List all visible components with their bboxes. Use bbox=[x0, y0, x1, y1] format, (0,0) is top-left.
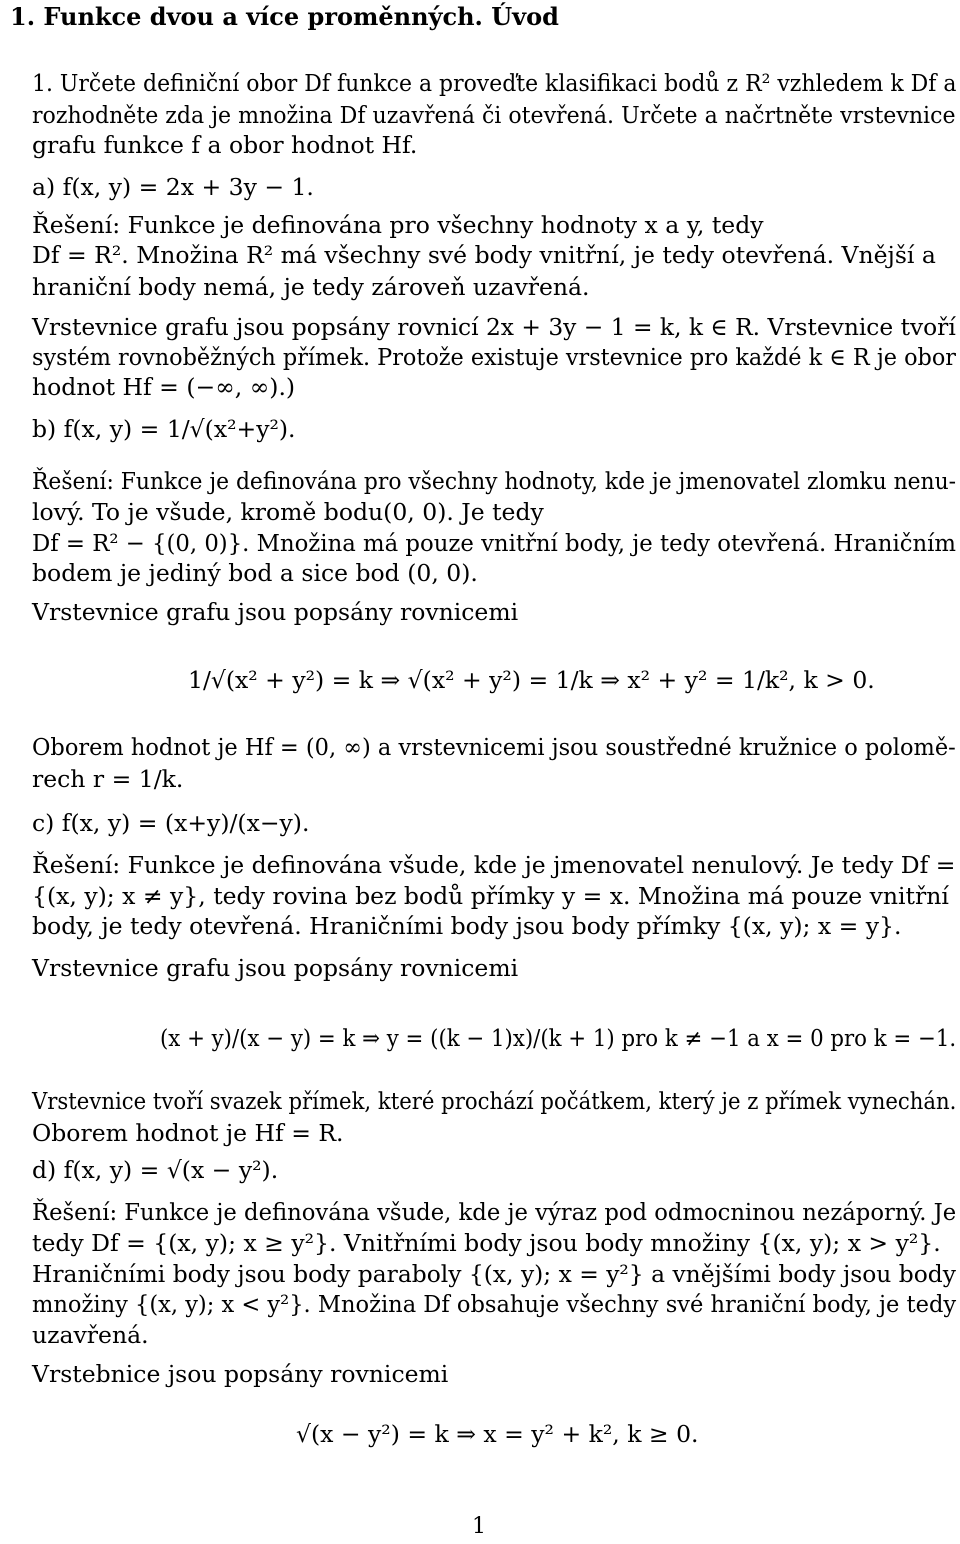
text-line: Df = R² − {(0, 0)}. Množina má pouze vnitřní body, je tedy otevřená. Hraničním bbox=[32, 529, 956, 557]
text-line: množiny {(x, y); x < y²}. Množina Df obsahuje všechny své hraniční body, je tedy bbox=[32, 1290, 957, 1318]
text-line: Řešení: Funkce je definována pro všechny hodnoty, kde je jmenovatel zlomku nenu- bbox=[32, 467, 957, 495]
equation-d: √(x − y²) = k ⇒ x = y² + k², k ≥ 0. bbox=[296, 1420, 699, 1448]
text-line: c) f(x, y) = (x+y)/(x−y). bbox=[32, 809, 310, 837]
text-line: lový. To je všude, kromě bodu(0, 0). Je tedy bbox=[32, 498, 544, 526]
text-line: bodem je jediný bod a sice bod (0, 0). bbox=[32, 559, 478, 587]
text-line: hraniční body nemá, je tedy zároveň uzavřená. bbox=[32, 273, 590, 301]
text-line: rozhodněte zda je množina Df uzavřená či otevřená. Určete a načrtněte vrstevnice bbox=[32, 101, 956, 129]
text-line: grafu funkce f a obor hodnot Hf. bbox=[32, 131, 418, 159]
text-line: 1. Určete definiční obor Df funkce a proveďte klasifikaci bodů z R² vzhledem k Df a bbox=[32, 69, 957, 97]
text-line: Vrstevnice grafu jsou popsány rovnicemi bbox=[32, 598, 519, 626]
text-line: Řešení: Funkce je definována pro všechny hodnoty x a y, tedy bbox=[32, 211, 764, 239]
text-line: Řešení: Funkce je definována všude, kde je výraz pod odmocninou nezáporný. Je bbox=[32, 1198, 957, 1226]
text-line: Vrstevnice grafu jsou popsány rovnicemi bbox=[32, 954, 519, 982]
equation-c: (x + y)/(x − y) = k ⇒ y = ((k − 1)x)/(k + 1) pro k ≠ −1 a x = 0 pro k = −1. bbox=[160, 1024, 957, 1052]
text-line: Vrstebnice jsou popsány rovnicemi bbox=[32, 1360, 449, 1388]
text-line: Vrstevnice grafu jsou popsány rovnicí 2x + 3y − 1 = k, k ∈ R. Vrstevnice tvoří bbox=[32, 313, 956, 341]
text-line: tedy Df = {(x, y); x ≥ y²}. Vnitřními body jsou body množiny {(x, y); x > y²}. bbox=[32, 1229, 941, 1257]
text-line: hodnot Hf = (−∞, ∞).) bbox=[32, 373, 296, 401]
section-title: 1. Funkce dvou a více proměnných. Úvod bbox=[10, 2, 559, 31]
text-line: rech r = 1/k. bbox=[32, 765, 184, 793]
text-line: Vrstevnice tvoří svazek přímek, které prochází počátkem, který je z přímek vynechán. bbox=[32, 1087, 957, 1115]
page-number: 1 bbox=[472, 1514, 486, 1539]
text-line: Řešení: Funkce je definována všude, kde je jmenovatel nenulový. Je tedy Df = bbox=[32, 851, 956, 879]
text-line: systém rovnoběžných přímek. Protože existuje vrstevnice pro každé k ∈ R je obor bbox=[32, 343, 956, 371]
text-line: a) f(x, y) = 2x + 3y − 1. bbox=[32, 173, 314, 201]
equation-b: 1/√(x² + y²) = k ⇒ √(x² + y²) = 1/k ⇒ x² + y² = 1/k², k > 0. bbox=[188, 666, 875, 694]
text-line: uzavřená. bbox=[32, 1321, 149, 1349]
text-line: Oborem hodnot je Hf = (0, ∞) a vrstevnicemi jsou soustředné kružnice o polomě- bbox=[32, 733, 956, 761]
text-line: body, je tedy otevřená. Hraničními body jsou body přímky {(x, y); x = y}. bbox=[32, 912, 902, 940]
text-line: Oborem hodnot je Hf = R. bbox=[32, 1119, 344, 1147]
text-line: Hraničními body jsou body paraboly {(x, y); x = y²} a vnějšími body jsou body bbox=[32, 1260, 956, 1288]
text-line: d) f(x, y) = √(x − y²). bbox=[32, 1156, 279, 1184]
text-line: Df = R². Množina R² má všechny své body vnitřní, je tedy otevřená. Vnější a bbox=[32, 241, 936, 269]
text-line: b) f(x, y) = 1/√(x²+y²). bbox=[32, 415, 296, 443]
text-line: {(x, y); x ≠ y}, tedy rovina bez bodů přímky y = x. Množina má pouze vnitřní bbox=[32, 882, 949, 910]
